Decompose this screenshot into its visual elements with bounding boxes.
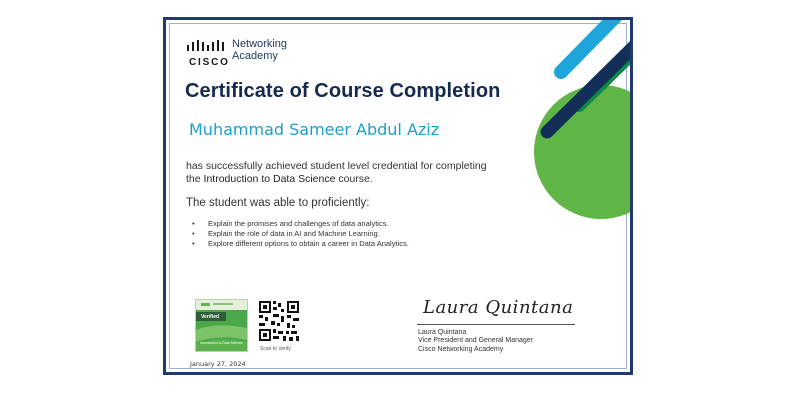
signer-role: Vice President and General Manager (418, 337, 534, 345)
proficiency-list (192, 219, 409, 249)
signature: Laura Quintana (423, 297, 574, 318)
cisco-logo (186, 38, 287, 68)
certificate (163, 17, 633, 375)
signer-name: Laura Quintana (418, 329, 467, 336)
badge-verified-label: Verified (201, 314, 220, 320)
achievement-statement: has successfully achieved student level credential for completing the Introduction to Data Science course. (186, 160, 487, 185)
course-name: Introduction to Data Science (203, 173, 336, 185)
verified-badge[interactable] (195, 299, 248, 352)
cisco-bars-icon (186, 40, 228, 51)
recipient-name: Muhammad Sameer Abdul Aziz (189, 120, 440, 139)
cisco-wordmark: CISCO (189, 57, 230, 68)
list-item: • Explain the promises and challenges of data analytics. (192, 219, 389, 228)
academy-name: Networking Academy (232, 38, 288, 62)
list-item: • Explain the role of data in AI and Machine Learning. (192, 229, 380, 238)
signature-line (417, 324, 575, 325)
signer-info (418, 329, 533, 354)
scan-to-verify-label: Scan to Verify (260, 346, 291, 352)
signer-org: Cisco Networking Academy (418, 345, 504, 353)
badge-course-label: Introduction to Data Science (200, 341, 243, 345)
completion-date: January 27, 2024 (190, 360, 246, 368)
list-item: • Explore different options to obtain a career in Data Analytics. (192, 239, 409, 248)
certificate-title: Certificate of Course Completion (185, 80, 501, 102)
qr-code-icon[interactable] (259, 301, 299, 341)
proficiency-intro: The student was able to proficiently: (186, 197, 370, 209)
